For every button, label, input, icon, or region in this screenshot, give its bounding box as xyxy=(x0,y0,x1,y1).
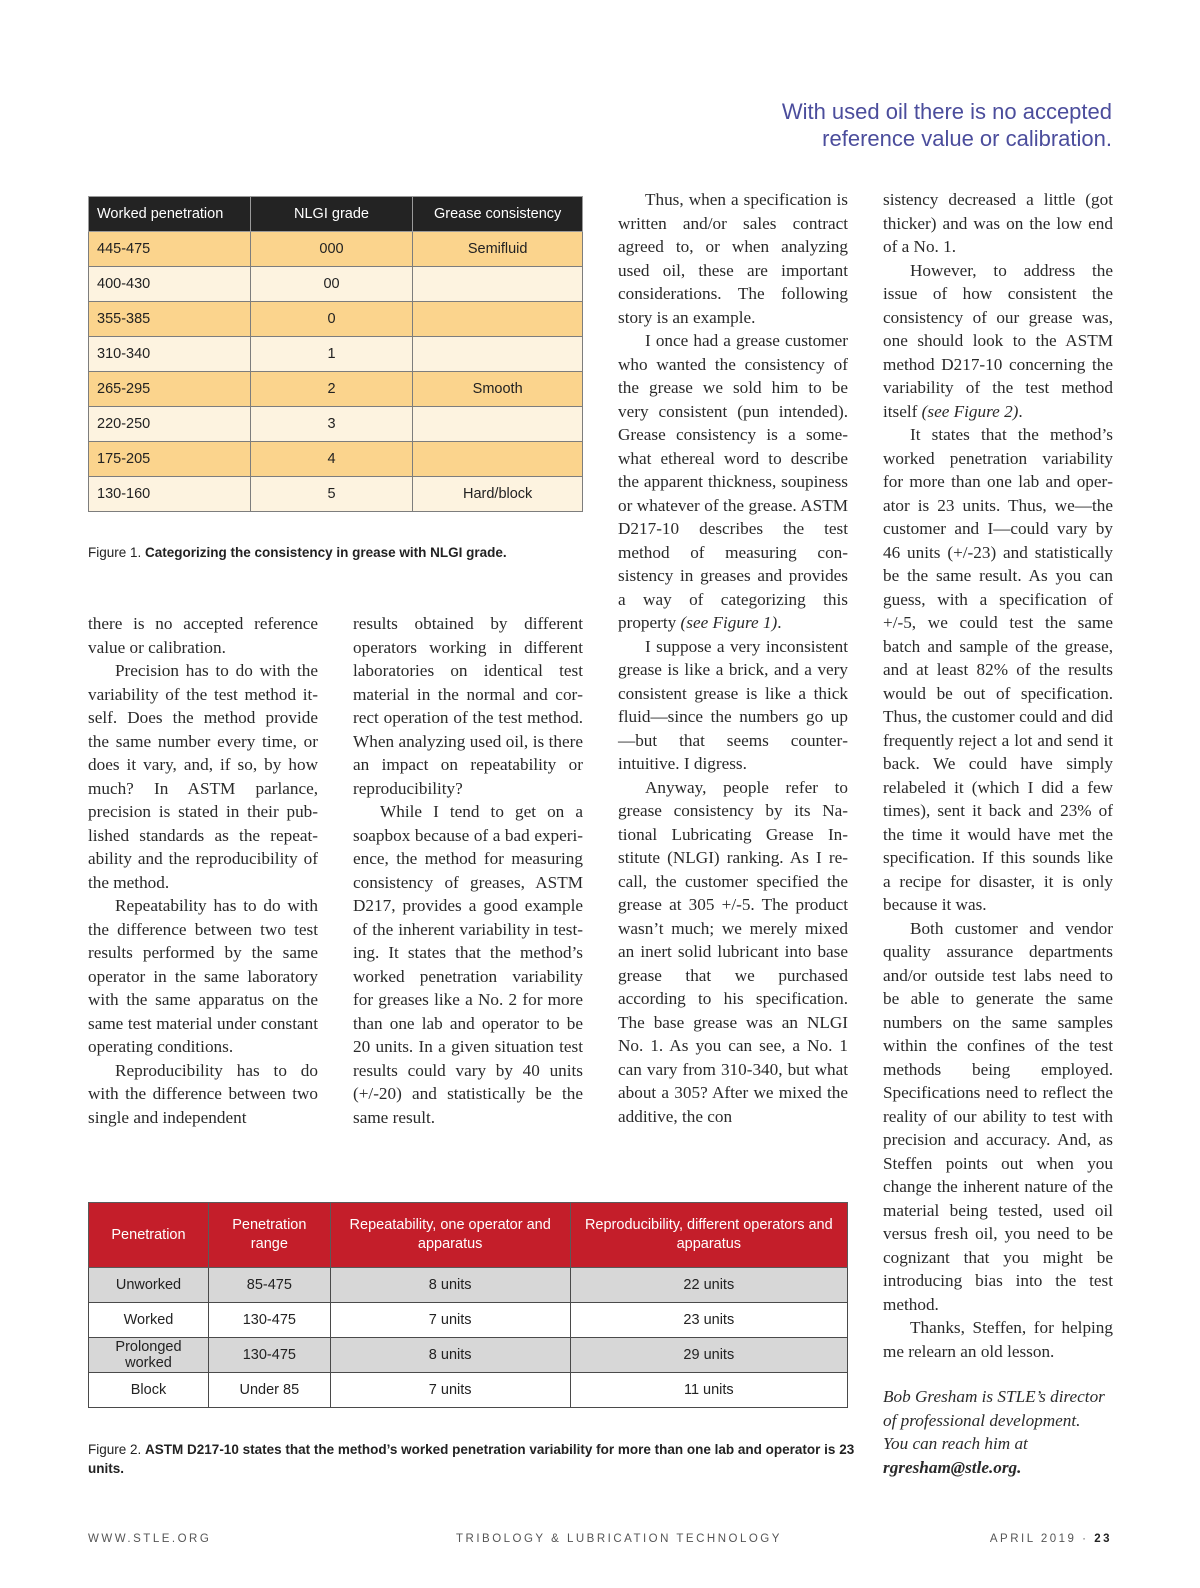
table-cell: 8 units xyxy=(330,1268,570,1303)
figure-2-caption xyxy=(88,1440,858,1478)
paragraph: sistency decreased a little (got thicker) and was on the low end of a No. 1. xyxy=(883,190,1113,256)
table-cell: 130-160 xyxy=(89,477,251,512)
paragraph: Thus, when a specification is written and/or sales contract agreed to, or when analyzing used oil, these are important considerations. The following story is an example. xyxy=(618,190,848,327)
paragraph: However, to address the issue of how consistent the consistency of our grease was, one should look to the ASTM method D217-10 concerning the variability of the test method itself (see Figure 2). xyxy=(883,260,1113,421)
paragraph: Thanks, Steffen, for helping me relearn an old lesson. xyxy=(883,1318,1113,1361)
footer-website[interactable]: WWW.STLE.ORG xyxy=(88,1533,212,1545)
table-cell: 3 xyxy=(250,407,413,442)
paragraph: Anyway, people refer to grease consistency by its National Lubricating Grease Institute (NLGI) ranking. As I recall, the customer specified the grease at 305 +/-5. The product wasn’t much; we merely mixed an inert solid lubricant into base grease that we purchased according to his specification. The base grease was an NLGI No. 1. As you can see, a No. 1 can vary from 310-340, but what about a 305? After we mixed the additive, the con xyxy=(618,777,848,1126)
table-cell: 355-385 xyxy=(89,302,251,337)
table-header-row xyxy=(89,1203,848,1268)
table-cell: Worked xyxy=(89,1303,209,1338)
pull-quote-line-1: With used oil there is no accepted xyxy=(781,99,1112,124)
figure-1-table xyxy=(88,196,583,512)
table-cell: Hard/block xyxy=(413,477,583,512)
column-header: Grease consistency xyxy=(413,197,583,232)
article-column-4 xyxy=(883,188,1113,1479)
table-cell: 7 units xyxy=(330,1303,570,1338)
figure-reference: (see Figure 1) xyxy=(680,613,778,632)
table-row xyxy=(89,302,583,337)
table-cell: 29 units xyxy=(570,1338,847,1373)
table-cell: 445-475 xyxy=(89,232,251,267)
table-cell: Semifluid xyxy=(413,232,583,267)
table-cell: Under 85 xyxy=(208,1373,330,1408)
table-row xyxy=(89,232,583,267)
footer-publication: TRIBOLOGY & LUBRICATION TECHNOLOGY xyxy=(456,1533,782,1545)
caption-text: Categorizing the consistency in grease with NLGI grade. xyxy=(145,545,507,560)
table-header-row xyxy=(89,197,583,232)
paragraph: I once had a grease customer who wanted the consistency of the grease we sold him to be very consistent (pun intended). Grease consistency is a somewhat ethereal word to describe the apparent thickness, soupiness or whatever of the grease. ASTM D217-10 describes the test method of measuring consistency in greases and provides a way of categorizing this property (see Figure 1). xyxy=(618,331,848,632)
table-cell: 220-250 xyxy=(89,407,251,442)
figure-reference: (see Figure 2) xyxy=(921,401,1019,421)
author-email-link[interactable]: rgresham@stle.org. xyxy=(883,1457,1022,1477)
table-row xyxy=(89,372,583,407)
column-header: Repeatability, one operator and apparatus xyxy=(330,1203,570,1268)
column-header: Penetration xyxy=(89,1203,209,1268)
table-cell: 11 units xyxy=(570,1373,847,1408)
paragraph: Reproducibility has to do with the difference between two single and independent xyxy=(88,1060,318,1127)
table-row xyxy=(89,337,583,372)
table-cell: 130-475 xyxy=(208,1338,330,1373)
column-header: Reproducibility, different operators and apparatus xyxy=(570,1203,847,1268)
table-cell: 130-475 xyxy=(208,1303,330,1338)
table-cell: Block xyxy=(89,1373,209,1408)
paragraph: Both customer and vendor quality assurance departments and/or outside test labs need to be able to generate the same numbers on the same samples within the confines of the test methods being employed. Specifications need to reflect the reality of our ability to test with precision and accuracy. And, as Steffen points out when you change the inherent nature of the material being tested, used oil versus fresh oil, you need to be cognizant that you might be introducing bias into the test method. xyxy=(883,918,1113,1314)
table-row xyxy=(89,1303,848,1338)
article-column-1 xyxy=(88,612,318,1129)
figure-2-table xyxy=(88,1202,848,1408)
table-row xyxy=(89,1268,848,1303)
table-cell: 265-295 xyxy=(89,372,251,407)
article-column-2 xyxy=(353,612,583,1129)
pull-quote xyxy=(592,98,1112,152)
table-cell xyxy=(413,267,583,302)
column-header: Penetration range xyxy=(208,1203,330,1268)
article-column-3 xyxy=(618,188,848,1128)
caption-text: ASTM D217-10 states that the method’s worked penetration variability for more than one lab and operator is 23 units. xyxy=(88,1442,855,1476)
footer-date: APRIL 2019 xyxy=(989,1533,1077,1545)
table-cell xyxy=(413,337,583,372)
table-cell xyxy=(413,442,583,477)
paragraph: results obtained by different operators working in different laboratories on identical test material in the normal and correct operation of the test method. When analyzing used oil, is there an impact on repeatability or reproducibility? xyxy=(353,614,583,798)
column-header: Worked penetration xyxy=(89,197,251,232)
table-cell: 8 units xyxy=(330,1338,570,1373)
table-row xyxy=(89,442,583,477)
table-cell: 0 xyxy=(250,302,413,337)
table-cell: 85-475 xyxy=(208,1268,330,1303)
paragraph: there is no accepted reference value or calibration. xyxy=(88,614,318,657)
paragraph: While I tend to get on a soapbox because of a bad experience, the method for measuring consistency of greases, ASTM D217, provides a good example of the inherent variability in testing. It states that the method’s worked penetration variability for greases like a No. 2 for more than one lab and operator to be 20 units. In a given situation test results could vary by 40 units (+/-20) and statistically be the same result. xyxy=(353,802,583,1127)
paragraph: It states that the method’s worked penetration variability for more than one lab and operator is 23 units. Thus, we—the customer and I—could vary by 46 units (+/-23) and statistically be the same result. As you can guess, with a specification of +/-5, we could test the same batch and sample of the grease, and at least 82% of the results would be out of specification. Thus, the customer could and did frequently reject a lot and send it back. We could have simply relabeled it (which I did a few times), sent it back and 23% of the time it would have met the specification. If this sounds like a recipe for disaster, it is only because it was. xyxy=(883,425,1113,914)
table-row xyxy=(89,1373,848,1408)
table-row xyxy=(89,477,583,512)
table-cell: Unworked xyxy=(89,1268,209,1303)
column-header: NLGI grade xyxy=(250,197,413,232)
page-number: 23 xyxy=(1094,1533,1112,1545)
table-row xyxy=(89,1338,848,1373)
table-cell: 23 units xyxy=(570,1303,847,1338)
table-cell: 2 xyxy=(250,372,413,407)
paragraph: Repeatability has to do with the difference between two test results performed by the same operator in the same laboratory with the same apparatus on the same test material under constant operating conditions. xyxy=(88,896,318,1056)
footer-separator: · xyxy=(1082,1533,1089,1545)
table-cell: 22 units xyxy=(570,1268,847,1303)
table-row xyxy=(89,267,583,302)
paragraph: Precision has to do with the variability of the test method itself. Does the method provide the same number every time, or does it vary, and, if so, by how much? In ASTM parlance, precision is stated in their published standards as the repeatability and the reproducibility of the method. xyxy=(88,661,318,892)
table-cell xyxy=(413,302,583,337)
paragraph: I suppose a very inconsistent grease is like a brick, and a very consistent grease is like a thick fluid—since the numbers go up—but that seems counterintuitive. I digress. xyxy=(618,636,848,773)
table-cell: Smooth xyxy=(413,372,583,407)
table-cell: 7 units xyxy=(330,1373,570,1408)
table-cell: 5 xyxy=(250,477,413,512)
table-cell: 000 xyxy=(250,232,413,267)
table-cell: 175-205 xyxy=(89,442,251,477)
footer-page-info xyxy=(990,1533,1112,1545)
table-cell: 1 xyxy=(250,337,413,372)
table-cell: 00 xyxy=(250,267,413,302)
table-cell: 400-430 xyxy=(89,267,251,302)
author-bio: Bob Gresham is STLE’s director of professional development. You can reach him at rgresham@stle.org. xyxy=(883,1385,1113,1479)
table-row xyxy=(89,407,583,442)
table-cell: 4 xyxy=(250,442,413,477)
figure-1-caption xyxy=(88,543,588,562)
table-cell xyxy=(413,407,583,442)
pull-quote-line-2: reference value or calibration. xyxy=(822,126,1112,151)
table-cell: Prolonged worked xyxy=(89,1338,209,1373)
caption-label: Figure 2. xyxy=(88,1442,142,1457)
caption-label: Figure 1. xyxy=(88,545,142,560)
table-cell: 310-340 xyxy=(89,337,251,372)
